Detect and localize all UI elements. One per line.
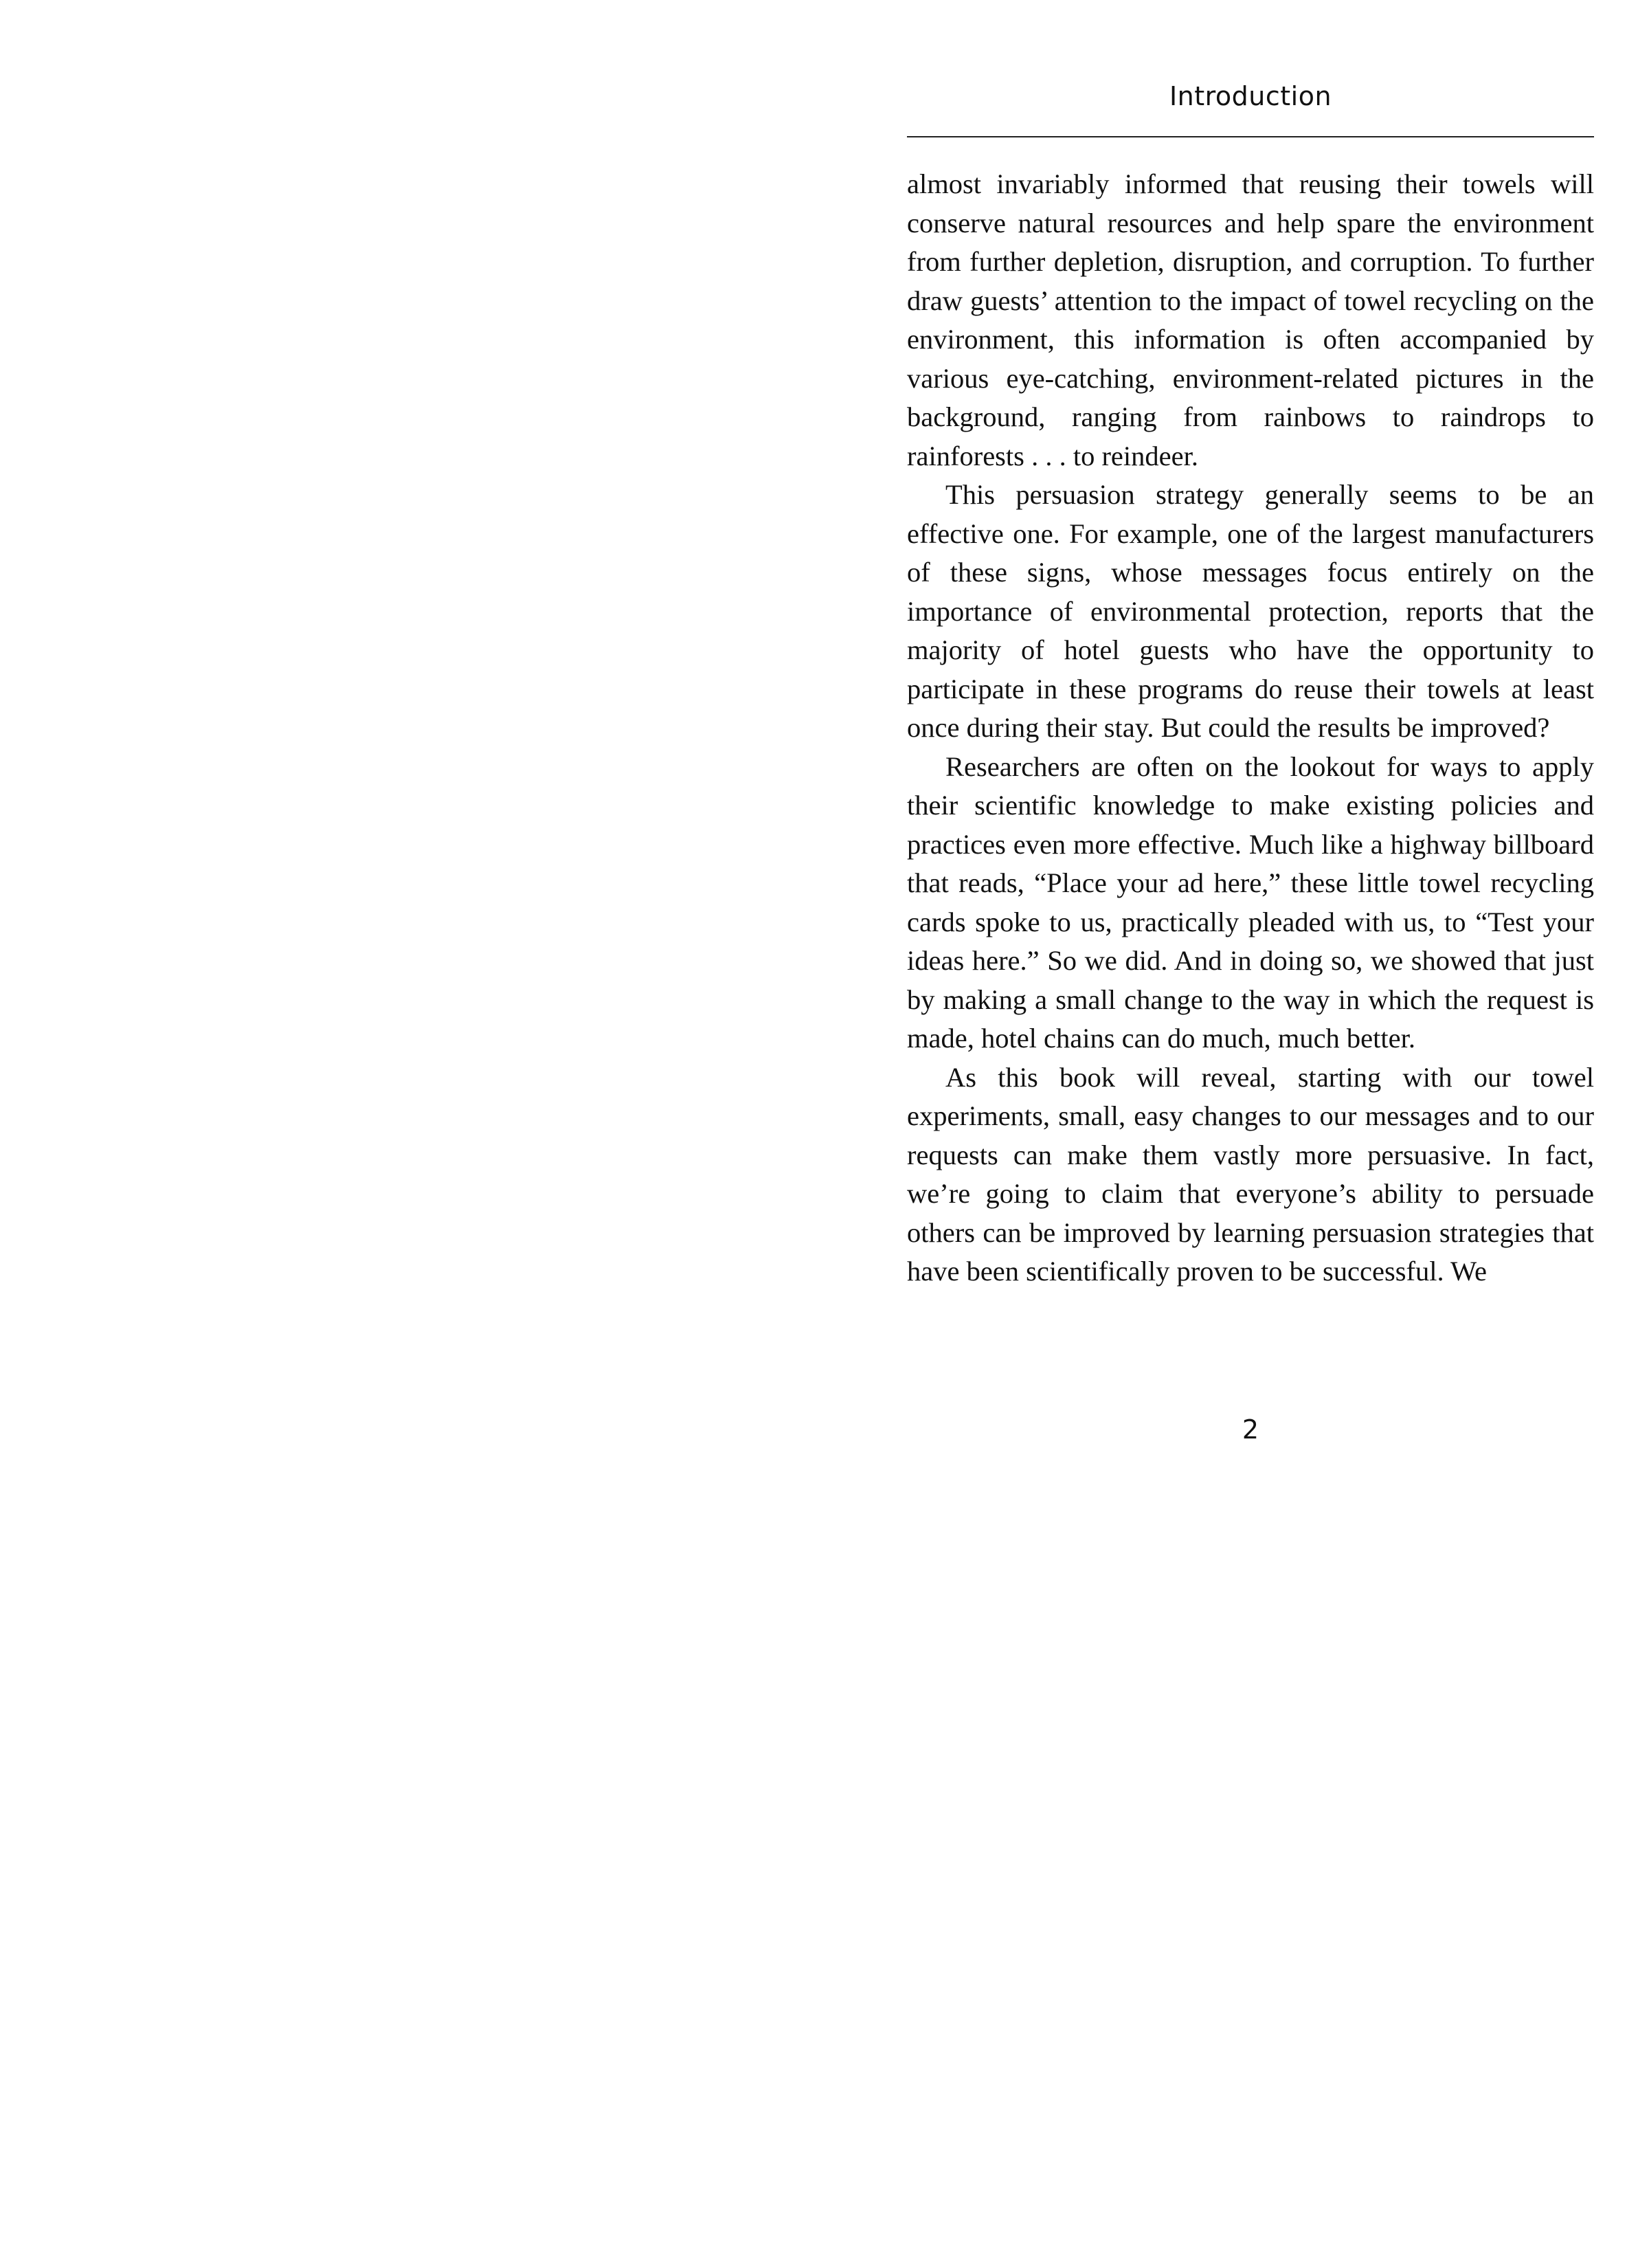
paragraph: Researchers are often on the lookout for ways to apply their scientific knowledge to make existing policies and practices even more effective. Much like a highway billboard that reads, “Place your ad here,” these little towel recycling cards spoke to us, practically pleaded with us, to “Test your ideas here.” So we did. And in doing so, we showed that just by making a small change to the way in which the request is made, hotel chains can do much, much better. (907, 751, 1594, 1054)
page-number: 2 (1242, 1414, 1259, 1445)
paragraph-continued: almost invariably informed that reusing their towels will conserve natural resources and help spare the environment from further depletion, disruption, and corruption. To further draw guests’ attention to the impact of towel recycling on the environment, this information is often accompanied by various eye-catching, environment-related pictures in the background, ranging from rainbows to raindrops to rainforests . . . to reindeer. (907, 168, 1594, 471)
body-text (907, 165, 1594, 1291)
header-rule (907, 136, 1594, 137)
paragraph: As this book will reveal, starting with our towel experiments, small, easy changes to our messages and to our requests can make them vastly more persuasive. In fact, we’re going to claim that everyone’s ability to persuade others can be improved by learning persuasion strategies that have been scientifically proven to be successful. We (907, 1061, 1594, 1287)
running-head: Introduction (1169, 81, 1332, 111)
paragraph: This persuasion strategy generally seems to be an effective one. For example, one of the largest manufacturers of these signs, whose messages focus entirely on the importance of environmental protection, reports that the majority of hotel guests who have the opportunity to participate in these programs do reuse their towels at least once during their stay. But could the results be improved? (907, 479, 1594, 743)
